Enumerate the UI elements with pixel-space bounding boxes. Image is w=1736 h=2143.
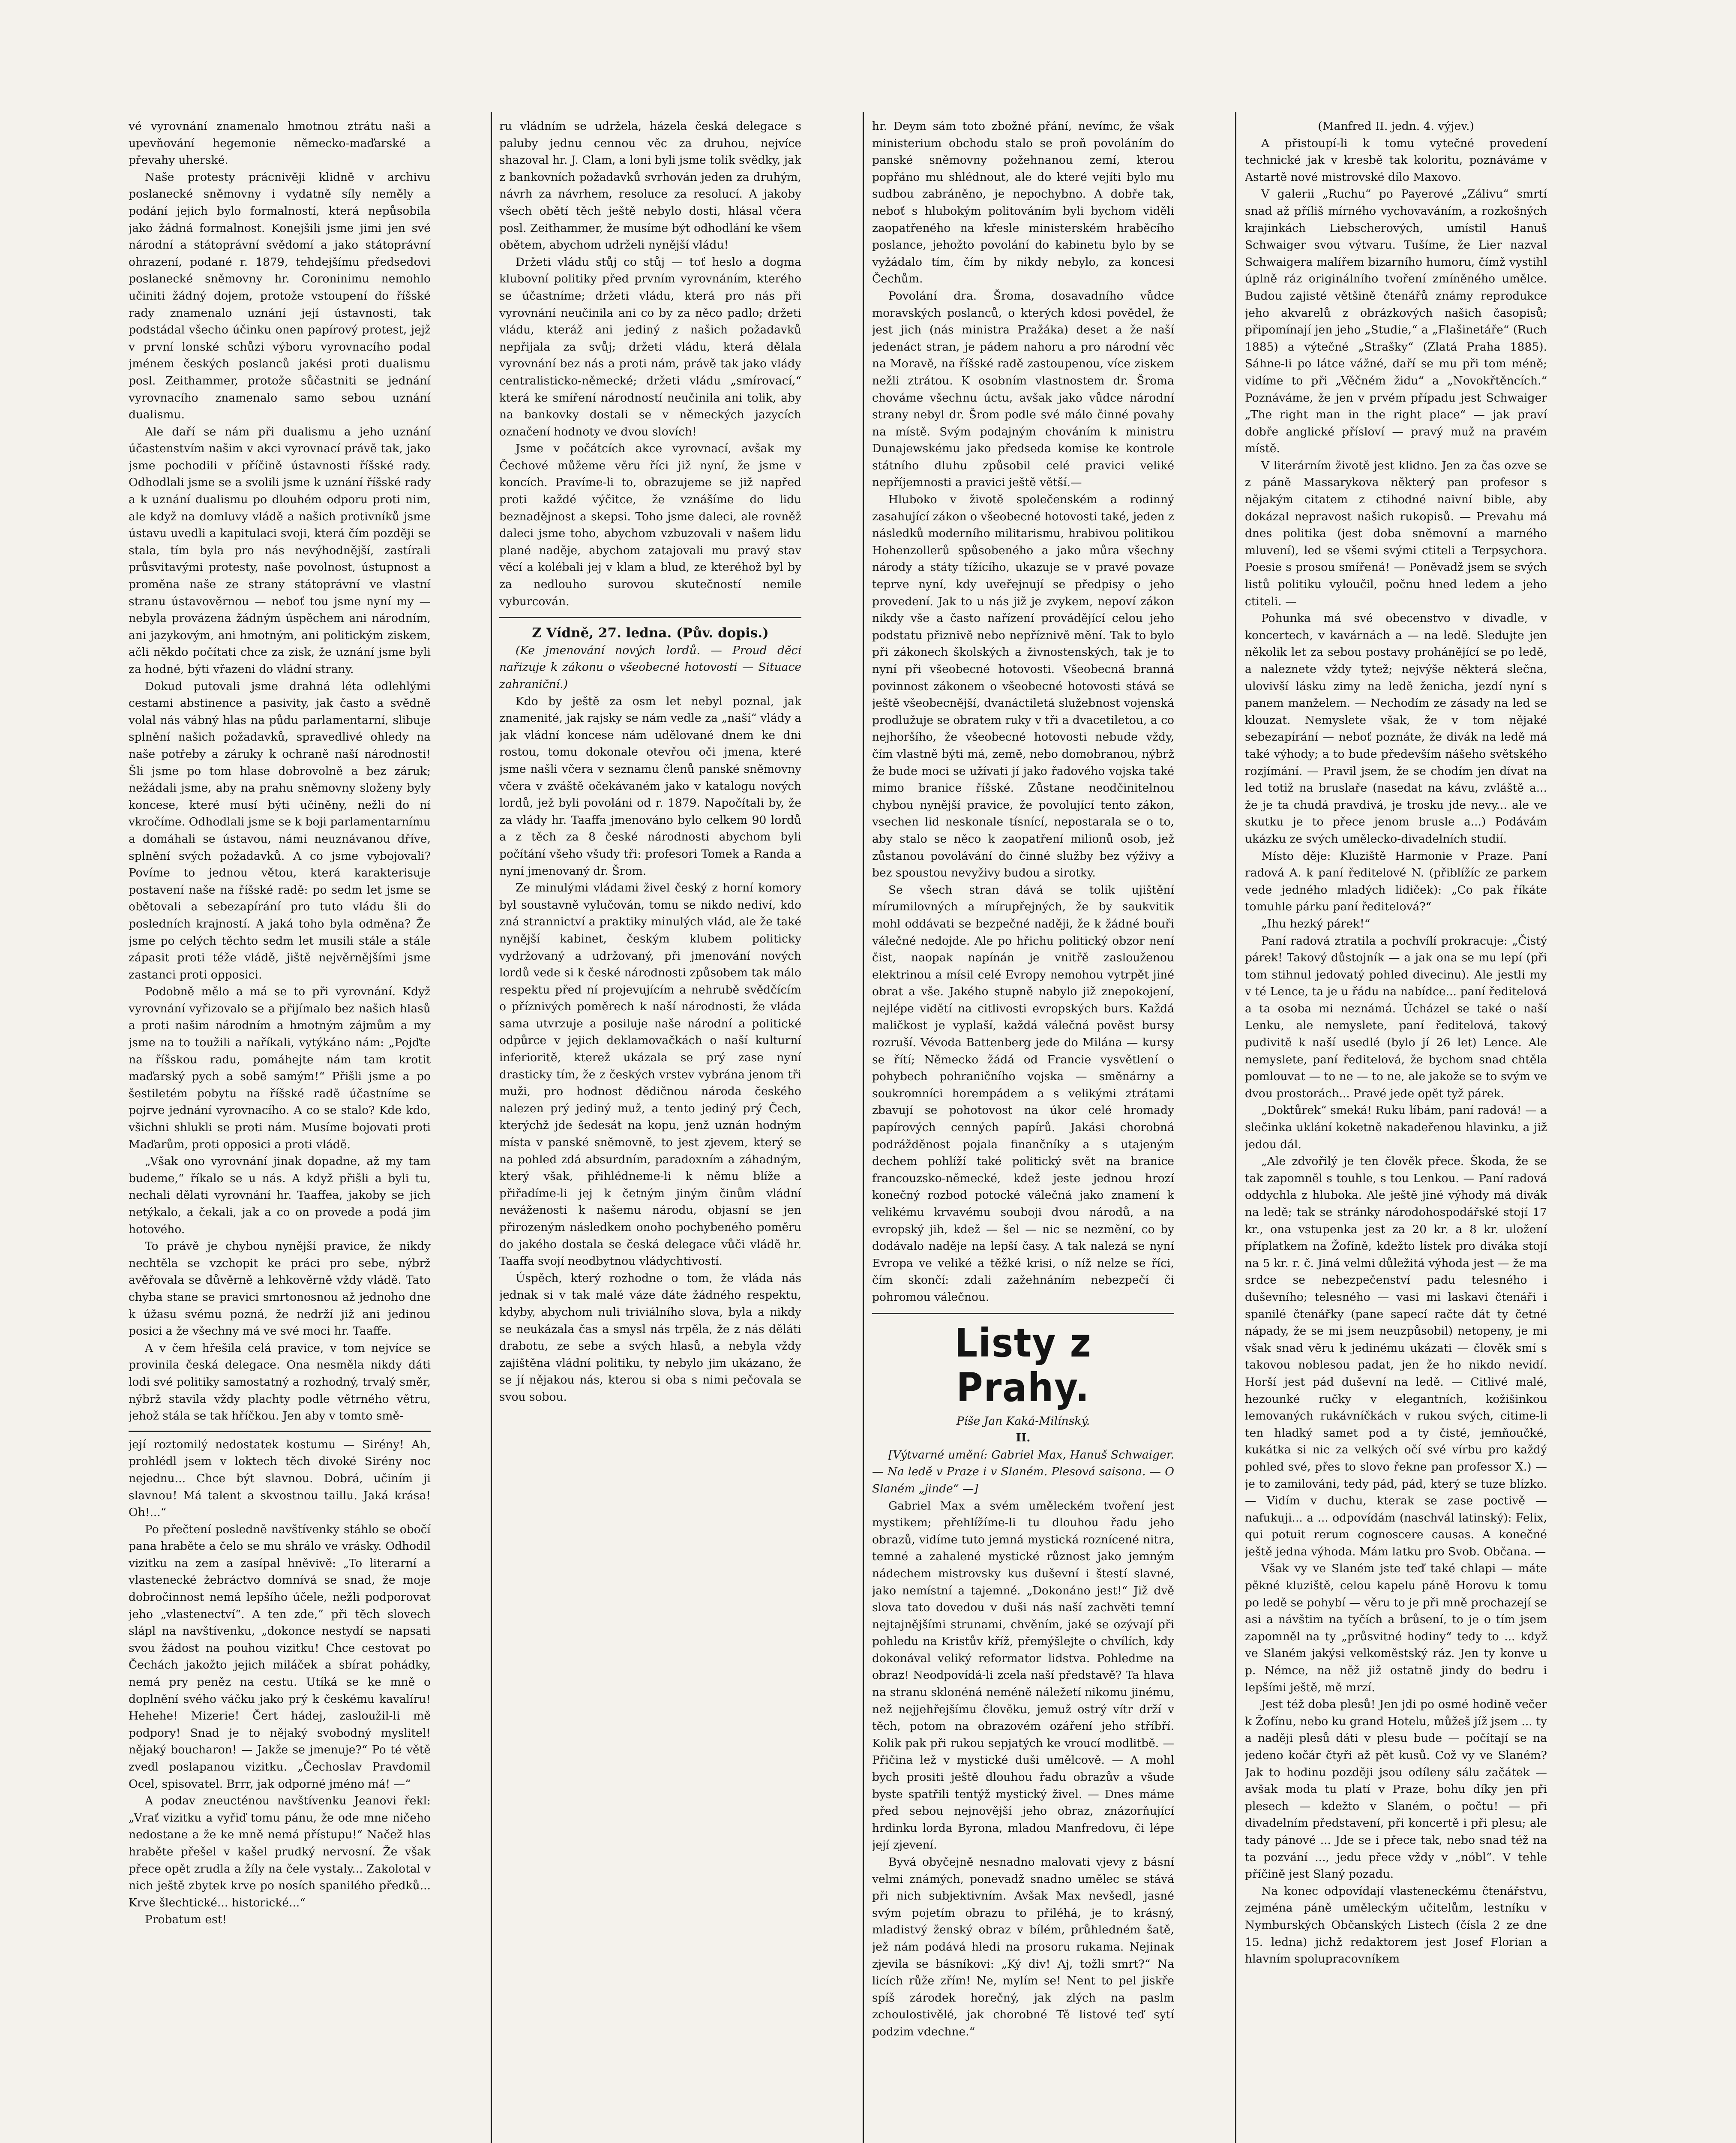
paragraph: Ze minulými vládami živel český z horní komory byl soustavně vylučován, tomu se nikdo nediví, kdo zná strannictví a praktiky minulých vlád, ale že také nynější kabinet, českým klubem politicky vydržovaný a udržovaný, při jmenování nových lordů vede si k české národnosti způsobem tak málo respektu před ní projevujícím a nehrubě svědčícím o příznivých poměrech k naší národnosti, že vláda sama utvrzuje a posiluje naše národní a politické odpůrce v jejich deklamovačkách o naší kulturní inferioritě, kterež ukázala se prý zase nyní drasticky tím, že z českých vrstev vybrána jenom tři muži, pro hodnost dědičnou národa českého nalezen prý jediný muž, a tento jediný prý Čech, kterýchž jde šedesát na kopu, jenž uznán hodným místa v panské sněmovně, to jest zjevem, který se na pohled zdá absurdním, paradoxním a záhadným, který však, přihlédneme-li k němu blíže a přiřadíme-li jej k četným jiným činům vládní neváženosti k našemu národu, objasní se jen přirozeným následkem onoho pochybeného poměru do jakého dostala se česká delegace vůči vládě hr. Taaffa svojí neodbytnou vládychtivostí. [499, 881, 801, 1268]
paragraph: Kdo by ještě za osm let nebyl poznal, jak znamenité, jak rajsky se nám vedle za „naší“ vlády a jak vládní koncese nám udělované dnem ke dni rostou, tomu dokonale otevřou oči jmena, které jsme našli včera v seznamu členů panské sněmovny včera v zváště očekávaném jako v katalogu nových lordů, jež byli povoláni od r. 1879. Napočítali by, že za vlády hr. Taaffa jmenováno bylo celkem 90 lordů a z těch za 8 české národnosti abychom byli počítání všeho všudy tři: profesori Tomek a Randa a nyní jmenovaný dr. Šrom. [499, 694, 801, 878]
feuilleton-paragraph: její roztomilý nedostatek kostumu — Sirény! Ah, prohlédl jsem v loktech těch divoké Sirény noc nejednu... Chce být slavnou. Dobrá, učiním ji slavnou! Má talent a skvostnou taillu. Jaká krása! Oh!...“ [129, 1438, 431, 1519]
paragraph: Dokud putovali jsme drahná léta odlehlými cestami abstinence a pasivity, jak často a svědně volal nás vábný hlas na půdu parlamentarní, slibuje splnění našich požadavků, spravedlivé ohledy na naše potřeby a záruky k ochraně naší národnosti! Šli jsme po tom hlase dobrovolně a bez záruk; nežádali jsme, aby na prahu sněmovny složeny byly koncese, které musí býti učiněny, nežli do ní vkročíme. Odhodlali jsme se k boji parlamentarnímu a domáhali se ústavou, námi neuznávanou dříve, splnění svých požadavků. A co jsme vybojovali? Povíme to jednou větou, která karakterisuje postavení naše na říšské radě: po sedm let jsme se obětovali a sebezapírání pro tuto vládu šli do posledních krajností. A jaká toho byla odměna? Že jsme po celých těchto sedm let musili stále a stále zápasit proti téže vládě, jiště nejvěrnějšími jsme zastanci proti opposici. [129, 679, 431, 981]
column-4 [1245, 118, 1547, 2143]
paragraph: ru vládním se udržela, házela česká delegace s paluby jednu cennou věc za druhou, nejvíce shazoval hr. J. Clam, a loni byli jsme tolik svědky, jak z bankovních požadavků svrhován jeden za druhým, návrh za návrhem, resoluce za resolucí. A jakoby všech obětí těch ještě nebylo dosti, hlásal včera posl. Zeithammer, že musíme být odhodlání ke všem obětem, abychom udrželi nynější vládu! [499, 120, 801, 252]
paragraph: Pohunka má své obecenstvo v divadle, v koncertech, v kavárnách a — na ledě. Sledujte jen několik let za sebou postavy prohánějící se po ledě, a naleznete vždy tytež; nejvýše některá slečna, ulovivší lásku zimy na ledě ženicha, jezdí nyní s panem manželem. — Nechodím ze zásady na led se klouzat. Nemyslete však, že v tom nějaké sebezapírání — neboť poznáte, že divák na ledě má také výhody; a to bude především nášeho světského rozjímání. — Pravil jsem, že se chodím jen dívat na led totiž na bruslaře (nasedat na kávu, zvláště a... že je ta chudá pravdivá, je trosku jde nevy... ale ve skutku je to přece jenom brusle a...) Podávám ukázku ze svých umělecko-divadelních studií. [1245, 612, 1547, 846]
feuilleton-paragraph: A podav zneucténou navštívenku Jeanovi řekl: „Vrať vizitku a vyřiď tomu pánu, že ode mne ničeho nedostane a že ke mně nemá přístupu!“ Načež hlas hraběte přešel v kašel prudký nervosní. Že však přece opět zrudla a žíly na čele vystaly... Zakolotal v nich ještě zbytek krve po nosích spanilého předků... Krve šlechtické... historické...“ [129, 1794, 431, 1909]
paragraph: Se všech stran dává se tolik ujištění mírumilovných a mírupřejných, že by saukvitik mohl oddávati se bezpečné naději, že k žádné bouři válečné nedojde. Ale po hřichu politický obzor není čist, naopak napínán je vnitřě zaslouženou elektrinou a mísil celé Evropy nemohou vytrpět jiné obrat a vše. Jakého stupně nabylo již znepokojení, nejlépe vidětí na citlivosti evropských burs. Každá maličkost je vyplaší, každá válečná pověst bursy rozruší. Vévoda Battenberg jede do Milána — kursy se řítí; Německo žádá od Francie vysvětlení o pohybech pohraničního vojska — směnárny a soukromníci horempádem a s velikými ztrátami zbavují se pohotovost na úkor celé hromady papírových cenných papírů. Jakási chorobná podrážděnost pojala finančníky a s utajeným dechem pohlíží také politický svět na branice francouzsko-německé, kdež jeste jednou hrozí konečný rozbod potocké válečná jako znamení k velikému krvavému souboji dvou národů, a na evropský jih, kdež — šel — nic se nezmění, co by dodávalo naděje na lepší časy. A tak nalezá se nyní Evropa ve veliké a těžké krisi, o níž nelze se říci, čím skončí: zdali zažehnáním nebezpečí či pohromou válečnou. [872, 883, 1174, 1304]
paragraph: Na konec odpovídají vlasteneckému čtenářstvu, zejména páně uměleckým učitelům, lestníku v Nymburských Občanských Listech (čísla 2 ze dne 15. ledna) jichž redaktorem jest Josef Florian a hlavním spolupracovníkem [1245, 1884, 1547, 1966]
paragraph: Gabriel Max a svém uměleckém tvoření jest mystikem; přehlížíme-li tu dlouhou řadu jeho obrazů, vidíme tuto jemná mystická roznícené nitra, temné a zahalené mystické různost jako jemným nádechem mistrovsky kus duševní i štestí slavné, jako nemístní a tajemné. „Dokonáno jest!“ Již dvě slova tato dovedou v duši nás naší zachvěti temní nejtajnějšími strunami, chvěním, jaké se ozývají při pohledu na Kristův kříž, přemýšlejte o chvílích, kdy dokonával veliký reformator lidstva. Pohledme na obraz! Neodpovídá-li zcela naší představě? Ta hlava na stranu sklonéná neméně náležetí nikomu jinému, než nejjehřejšímu člověku, jemuž ostrý vítr drží v těch, potom na obrazovém ozáření jeho stříbří. Kolik pak při rukou sepjatých ke vroucí modlitbě. — Přičina lež v mystické duši umělcově. — A mohl bych prositi ještě dlouhou řadu obrazův a všude byste spatřili tentýž mystický živel. — Dnes máme před sebou nejnovější jeho obraz, znázorňující hrdinku lorda Byrona, mladou Manfredovu, či lépe její zjevení. [872, 1499, 1174, 1852]
paragraph: Byvá obyčejně nesnadno malovati vjevy z básní velmi známých, ponevadž snadno umělec se stává při nich subjektivním. Avšak Max nevšedl, jasné svým pojetím obrazu to přiléhá, je to krásný, mladistvý ženský obraz v bílém, průhledném šatě, jež nám podává hledi na prosoru rukama. Nejinak zjevila se básníkovi: „Ký div! Aj, tožli smrt?“ Na licích růže zřím! Ne, mylím se! Nent to pel jiskře spíš zárodek horečný, jak zlých na paslm zchoulostivělé, jak chorobné Tě listové teď sytí podzim vdechne.“ [872, 1855, 1174, 2038]
part-number: II. [1016, 1431, 1031, 1445]
vienna-dispatch-summary: (Ke jmenování nových lordů. — Proud děcí nařizuje k zákonu o všeobecné hotovosti — Situace zahraniční.) [499, 643, 801, 691]
byline: Píše Jan Kaká-Milínský. [956, 1414, 1090, 1428]
column-rule [491, 112, 492, 2143]
feuilleton-masthead: Listy z Prahy. [954, 1320, 1092, 1411]
paragraph: Jest též doba plesů! Jen jdi po osmé hodině večer k Žofínu, nebo ku grand Hotelu, můžeš jíž jsem ... ty a naději plesů dáti v plesu bude — počítají se na jedeno kočár čtyři až pět kusů. Což vy ve Slaném? Jak to hodinu později jsou odíleny sálu začátek — avšak moda tu platí v Praze, bohu díky jen při plesech — kdežto v Slaném, o počtu! — při divadelním představení, při koncertě i při plesu; ale tady pánové ... Jde se i přece tak, nebo snad též na ta pozvání ..., jedu přece vždy v „nóbl“. V tehle příčině jest Slaný pozadu. [1245, 1698, 1547, 1881]
paragraph: Jsme v počátcích akce vyrovnací, avšak my Čechové můžeme věru říci již nyní, že jsme v koncích. Pravíme-li to, obrazujeme se již napřed proti každé výčitce, že vznášíme do lidu beznadějnost a skepsi. Toho jsme daleci, ale rovněž daleci jsme toho, abychom vzbuzovali v našem lidu plané naděje, abychom zatajovali mu pravý stav věcí a kolébali jej v klam a blud, ze kteréhož byl by za nedlouho surovou skutečností nemile vyburcován. [499, 442, 801, 608]
citation: (Manfred II. jedn. 4. výjev.) [1318, 120, 1474, 133]
feuilleton-signoff: Probatum est! [145, 1913, 227, 1927]
paragraph: Ale daří se nám při dualismu a jeho uznání účastenstvím našim v akci vyrovnací právě tak, jako jsme pochodili v příčině ústavnosti říšské rady. Odhodlali jsme se a svolili jsme k uznání říšské rady a k uznání dualismu po dlouhém odporu proti nim, ale když na domluvy vládě a našich protivníků jsme ústavu uvedli a kapitulaci svoji, která čím později se stala, tím byla pro nás nevýhodnější, zastírali průsvitavými protesty, naše povolnost, ústupnost a proměna naše ze strany státoprávní ve vlastní stranu ústavověrnou — neboť tou jsme nyní my — nebyla provázena žádným úspěchem ani národním, ani jazykovým, ani hmotným, ani politickým ziskem, ačli někdo počítati chce za zisk, že uznání jsme byli za hodné, býti vřazeni do vládní strany. [129, 425, 431, 676]
paragraph: A v čem hřešila celá pravice, v tom nejvíce se provinila česká delegace. Ona nesměla nikdy dáti lodi své politiky samostatný a rozhodný, trvalý směr, nýbrž stavila vždy plachty podle větrného větru, jehož stála se tak hříčkou. Jen aby v tomto smě- [129, 1341, 431, 1423]
paragraph: Povolání dra. Šroma, dosavadního vůdce moravských poslanců, o kterých kdosi povědel, že jest jich (nás ministra Pražáka) deset a že naší jedenáct stran, je pádem nahoru a pro národní věc na Moravě, na říšské radě zastoupenou, více ziskem nežli ztrátou. K osobním vlastnostem dr. Šroma chováme všechnu úctu, avšak jako vůdce národní strany nebyl dr. Šrom podle své málo činné povahy na místě. Svým podajným chováním k ministru Dunajewskému jako předseda komise ke kontrole státního dluhu způsobil celé pravici veliké nepříjemnosti a pravici ještě větší.— [872, 289, 1174, 489]
feuilleton-section [129, 1431, 431, 1928]
feuilleton-paragraph: Po přečtení posledně navštívenky stáhlo se obočí pana hraběte a čelo se mu shrálo ve vrásky. Odhodil vizitku na zem a zasípal hněvivě: „To literarní a vlastenecké žebráctvo domnívá se snad, že moje dobročinnost nemá lepšího účele, nežli podporovat jeho „vlastenectví“. A ten zde,“ při těch slovech slápl na navštívenku, „dokonce nestydí se napsati svou žádost na pouhou vizitku! Chce cestovat po Čechách jakožto jejich miláček a sbírat pohádky, nemá pry peněz na cestu. Utíká se ke mně o doplnění svého váčku jako prý k českému kavalíru! Hehehe! Mizerie! Čert hádej, zasloužil-li mě podpory! Snad je to nějaký svobodný myslitel! nějaký boucharon! — Jakže se jmenuje?“ Po té větě zvedl poslapanou vizitku. „Čechoslav Pravdomil Ocel, spisovatel. Brrr, jak odporné jméno má! —“ [129, 1522, 431, 1791]
paragraph: hr. Deym sám toto zbožné přání, nevímc, že však ministerium obchodu stalo se proň povoláním do panské sněmovny požehnanou zemí, kterou popřáno mu shlédnout, ale do které vejíti bylo mu sudbou zabráněno, je nepochybno. A dobře tak, neboť s hlubokým politováním byli bychom viděli zaopatřeného na křesle ministerském hraběcího poslance, jehožto povolání do kabinetu bylo by se vyžádalo tím, čím by nikdy nebylo, za koncesi Čechům. [872, 120, 1174, 286]
column-1 [129, 118, 431, 2143]
paragraph: „Ihu hezký párek!“ [1261, 917, 1370, 930]
paragraph: V galerii „Ruchu“ po Payerové „Zálivu“ smrtí snad až příliš mírného vychovaváním, a rozkošných krajinkách Liebscherových, umístil Hanuš Schwaiger svou výtvaru. Tušíme, že Lier nazval Schwaigera malířem bizarního humoru, čímž vystihl úplně ráz originálního tvoření zmíněného umělce. Budou zajisté většině čtenářů známy reprodukce jeho akvarelů z obrázkových našich časopisů; připomínají jen jeho „Studie,“ a „Flašinetáře“ (Ruch 1885) a výtečné „Strašky“ (Zlatá Praha 1885). Sáhne-li po látce vážné, daří se mu při tom méně; vidíme to při „Věčném židu“ a „Novokřtěncích.“ Poznáváme, že jen v prvém případu jest Schwaiger „The right man in the right place“ — jak praví dobře anglické přísloví — pravý muž na pravém místě. [1245, 187, 1547, 456]
paragraph: To právě je chybou nynější pravice, že nikdy nechtěla se vzchopit ke práci pro sebe, nýbrž avěřovala se důvěrně a lehkověrně vždy vládě. Tato chyba stane se pravici smrtonosnou až jednoho dne k úžasu svému pozná, že nedrží již ani jedinou posici a že všechny má ve své moci hr. Taaffe. [129, 1240, 431, 1338]
column-2 [499, 118, 801, 2143]
paragraph: Držeti vládu stůj co stůj — toť heslo a dogma klubovní politiky před prvním vyrovnáním, kterého se účastníme; držeti vládu, která pro nás při vyrovnání neučinila ani co by za něco padlo; držeti vládu, kteráž ani jediný z našich požadavků nepřijala za svůj; držeti vládu, která dělala vyrovnání bez nás a proti nám, právě tak jako vlády centralisticko-německé; držeti vládu „smírovací,“ která ke smíření národností neučinila ani tolik, aby na bankovky dostali se v německých jazycích označení hodnoty ve dvou slovích! [499, 255, 801, 438]
paragraph: Však vy ve Slaném jste teď také chlapi — máte pěkné kluziště, celou kapelu páně Horovu k tomu po ledě se pohybí — věru to je při mně prochazejí se asi a návštim na tyčích a brůsení, to je o tím jsem zapomněl na ty „průsvitné hodiny“ tedy to ... když ve Slaném jakýsi velkoměstský ráz. Jen ty konve u p. Némce, na něž již ostatně jindy do bedru i lepšími ještě, mě mrzí. [1245, 1562, 1547, 1694]
paragraph: vé vyrovnání znamenalo hmotnou ztrátu naši a upevňování hegemonie německo-maďarské a převahy uherské. [129, 120, 431, 167]
paragraph: Podobně mělo a má se to při vyrovnání. Když vyrovnání vyřizovalo se a přijímalo bez našich hlasů a proti našim národním a hmotným zájmům a my jsme na to toužili a naříkali, vytýkáno nám: „Pojďte na říšskou radu, pomáhejte nám tam krotit maďarský pych a sobě samým!“ Přišli jsme a po šestiletém pobytu na říšské radě účastníme se pojrve jednání vyrovnacího. A co se stalo? Kde kdo, všichni shlukli se proti nám. Musíme bojovati proti Maďarům, proti opposici a proti vládě. [129, 985, 431, 1151]
section-divider [872, 1313, 1174, 1314]
paragraph: Místo děje: Kluziště Harmonie v Praze. Paní radová A. k paní ředitelové N. (přiblížíc ze parkem vede jedného mladých lidiček): „Co pak říkáte tomuhle párku paní ředitelová?“ [1245, 849, 1547, 914]
paragraph: Hluboko v životě společenském a rodinný zasahující zákon o všeobecné hotovosti také, jeden z následků moderního militarismu, hrabivou politikou Hohenzollerů spůsobeného a jako můra všechny národy a státy tížícího, ukazuje se v pravé povaze teprve nyní, kdy uveřejnují se předpisy o jeho provedení. Jak to u nás již je zvykem, nepoví zákon nikdy vše a často nařízení provádějící celou jeho podstatu přiznivě nebo nepříznivě mění. Tak to bylo při zákonech školských a živnostenských, tak je to nyní při všeobecné hotovosti. Všeobecná branná povinnost zákonem o všeobecné hotovosti stává se ještě všeobecnější, dvanáctiletá služebnost vojenská prodlužuje se obratem ruky v tři a dvacetiletou, a co nejhoršího, že všeobecné hotovosti nebude vždy, čím vlastně býti má, země, nebo domobranou, nýbrž že bude moci se užívati jí jako řadového vojska také mimo branice říšské. Zůstane neodčinitelnou chybou nynější pravice, že povolující tento zákon, vsechen lid neskonale tísnící, nepostarala se o to, aby stalo se něco k zaopatření milionů osob, jež zůstanou povolávání do činné služby bez výživy a bez spoustou nevyživy budou a sirotky. [872, 493, 1174, 880]
vienna-dispatch-headline: Z Vídně, 27. ledna. (Pův. dopis.) [532, 625, 769, 641]
column-3 [872, 118, 1174, 2143]
section-divider [499, 617, 801, 618]
paragraph: Úspěch, který rozhodne o tom, že vláda nás jednak si v tak malé váze dáte žádného respektu, kdyby, abychom nuli triviálního slova, byla a nikdy se neukázala čas a smysl nás trpěla, že z nás děláti drabotu, ze sebe a svých hlasů, a nebyla vždy zajištěna vládní politiku, ty nebylo jim ukázano, že se jí nějakou nás, kterou si oba s nimi pečovala se svou sobou. [499, 1271, 801, 1404]
column-rule [863, 112, 864, 2143]
column-rule [1235, 112, 1236, 2143]
paragraph: „Doktůrek“ smeká! Ruku líbám, paní radová! — a slečinka uklání koketně nakadeřenou hlavinku, a již jedou dál. [1245, 1104, 1547, 1151]
paragraph: Naše protesty prácnivěji klidně v archivu poslanecké sněmovny i vydatně síly neměly a podání jejich bylo formalností, která nepůsobila jako žádná formalnost. Konejšili jsme jimi jen své národní a státoprávní svědomí a jako státoprávní ohrazení, podané r. 1879, tehdejšímu předsedovi poslanecké sněmovny hr. Coroninimu nemohlo učiniti žádný dojem, protože vstoupení do říšské rady znamenalo uznání její ústavnosti, tak podstádal všecho účinku onen papírový protest, jejž v první lonské schůzi výboru vyrovnacího podal jménem českých poslanců jakési proti dualismu posl. Zeithammer, protože sůčastniti se jednání vyrovnacího znamenalo samo sebou uznání dualismu. [129, 170, 431, 422]
paragraph: A přistoupí-li k tomu vytečné provedení technické jak v kresbě tak koloritu, poznáváme v Astartě nové mistrovské dílo Maxovo. [1245, 136, 1547, 184]
paragraph: „Ale zdvořilý je ten člověk přece. Škoda, že se tak zapomněl s touhle, s tou Lenkou. — Paní radová oddychla z hluboka. Ale ještě jiné výhody má divák na ledě; tak se stránky národohospodářské stojí 17 kr., ona vstupenka jest za 20 kr. a 8 kr. uložení příplatkem na Žofíně, kdežto lístek pro diváka stojí na 5 kr. r. č. Jiná velmi důležitá výhoda jest — že ma srdce se nebezpečenství padu telesného i duševního; telesného — vasi mi laskavi čtenáři i spanilé čtenářky (pane sapecí račte dát ty četné nápady, že se mi jsem neuzpůsobil) netopeny, je mi však snad věru k jedinému ukázati — člověk smí s takovou noblesou padat, jen že ho nikdo nevidí. Horší jest pád duševní na ledě. — Citlivé malé, hezounké ručky v elegantních, kožišinkou lemovaných rukávníčkách v rukou svých, citime-li ten hladký samet pod a ty čisté, jemňoučké, kukátka si nic za velkých očí své vírbu pro každý pohled své, přes to slovo řekne pan professor X.) — je to zamilováni, tedy pád, pád, který se tuze blízko. — Vidím v duchu, kterak se zase poctivě — nafukuji... a ... odpovídám (naschvál latinský): Felix, qui potuit rerum cognoscere causas. A konečné ještě jedna výhoda. Mám latku pro Svob. Občana. — [1245, 1155, 1547, 1558]
feuilleton-lede: [Výtvarné umění: Gabriel Max, Hanuš Schwaiger. — Na ledě v Praze i v Slaném. Plesová saisona. — O Slaném „jinde“ —] [872, 1448, 1174, 1495]
paragraph: Paní radová ztratila a pochvílí prokracuje: „Čistý párek! Takový důstojník — a jak ona se mu lepí (při tom stihnul jedovatý pohled divecinu). Ale jestli my v té Lence, ta je u řádu na nabídce... paní ředitelová a ta osoba mi neznámá. Úcházel se také o naší Lenku, ale nemyslete, paní ředitelová, takový pudivitě k naší usedlé (bylo jí 26 let) Lence. Ale nemyslete, paní ředitelová, že bychom snad chtěla pomlouvat — to ne — to ne, ale jakože se to svým ve dvou prostorách... Pravé jede opět tyž párek. [1245, 934, 1547, 1100]
paragraph: „Však ono vyrovnání jinak dopadne, až my tam budeme,“ říkalo se u nás. A když přišli a byli tu, nechali dělati vyrovnání hr. Taaffea, jakoby se jich netýkalo, a čekali, jak a co on provede a podá jim hotového. [129, 1155, 431, 1236]
paragraph: V literárním životě jest klidno. Jen za čas ozve se z páně Massarykova některý pan profesor s nějakým citatem z ctihodné naivní bible, aby dokázal nepravost našich rukopisů. — Prevahu má dnes politika (jest doba sněmovní a marného mluvení), led se všemi svými ctiteli a Terpsychora. Poesie s prosou smířená! — Poněvadž jsem se svých listů politiku vyloučil, počnu hned ledem a jeho ctiteli. — [1245, 459, 1547, 608]
